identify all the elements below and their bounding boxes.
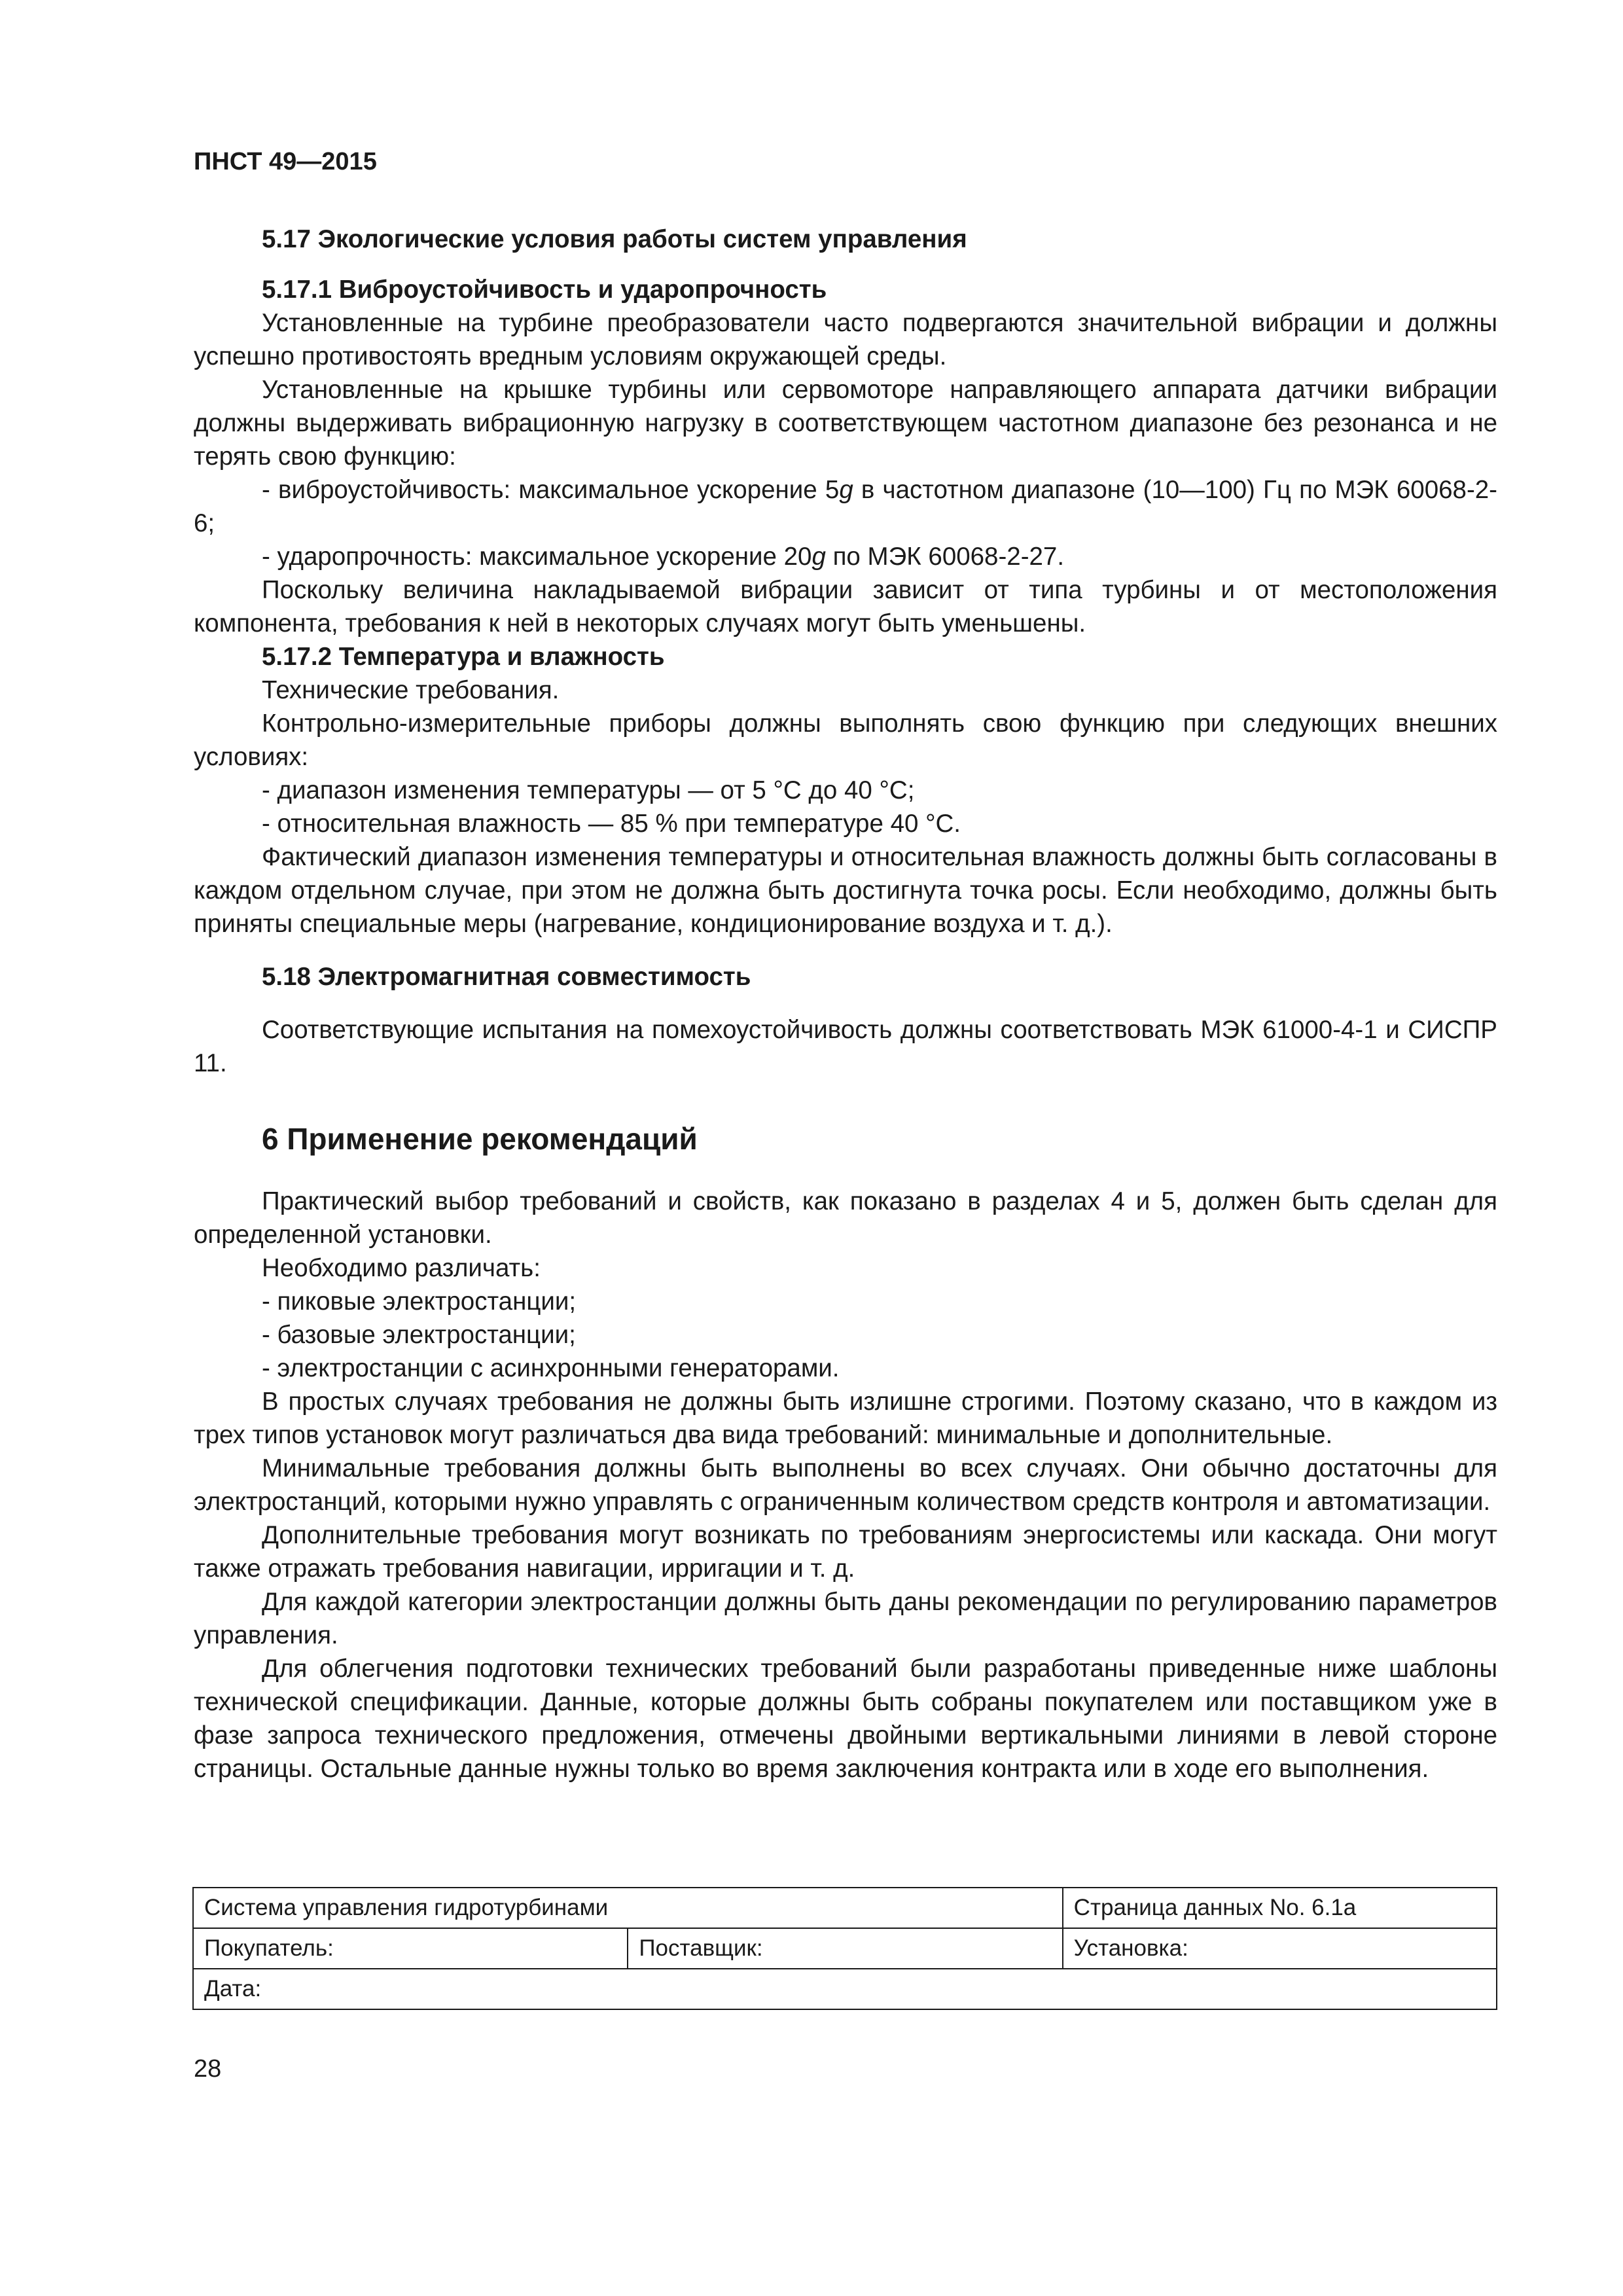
document-body	[194, 223, 1497, 1785]
list-item: - виброустойчивость: максимальное ускорение 5g в частотном диапазоне (10—100) Гц по МЭК 60068-2-6;	[194, 476, 1497, 537]
paragraph: Поскольку величина накладываемой вибрации зависит от типа турбины и от местоположения компонента, требования к ней в некоторых случаях могут быть уменьшены.	[194, 576, 1497, 637]
paragraph: Для каждой категории электростанции должны быть даны рекомендации по регулированию параметров управления.	[194, 1588, 1497, 1649]
table-cell-buyer: Покупатель:	[193, 1928, 628, 1969]
table-cell-system: Система управления гидротурбинами	[193, 1888, 1063, 1928]
data-sheet-table	[192, 1887, 1497, 2010]
section-6-title: 6 Применение рекомендаций	[262, 1122, 698, 1156]
paragraph: Для облегчения подготовки технических требований были разработаны приведенные ниже шаблоны технической спецификации. Данные, которые должны быть собраны покупателем или поставщиком уже в фазе запроса технического предложения, отмечены двойными вертикальными линиями в левой стороне страницы. Остальные данные нужны только во время заключения контракта или в ходе его выполнения.	[194, 1655, 1497, 1783]
table-row	[193, 1969, 1497, 2009]
section-5-17-1-title: 5.17.1 Виброустойчивость и ударопрочность	[262, 276, 827, 304]
list-item: - относительная влажность — 85 % при температуре 40 °C.	[262, 810, 961, 838]
list-item: - пиковые электростанции;	[262, 1287, 577, 1316]
paragraph: Контрольно-измерительные приборы должны выполнять свою функцию при следующих внешних условиях:	[194, 709, 1497, 771]
paragraph: Соответствующие испытания на помехоустойчивость должны соответствовать МЭК 61000-4-1 и СИСПР 11.	[194, 1016, 1497, 1077]
table-cell-date: Дата:	[193, 1969, 1497, 2009]
list-item: - базовые электростанции;	[262, 1321, 576, 1349]
table-cell-page: Страница данных No. 6.1a	[1063, 1888, 1497, 1928]
paragraph: Технические требования.	[262, 676, 560, 704]
paragraph: Дополнительные требования могут возникать по требованиям энергосистемы или каскада. Они могут также отражать требования навигации, ирригации и т. д.	[194, 1521, 1497, 1583]
paragraph: Фактический диапазон изменения температуры и относительная влажность должны быть согласованы в каждом отдельном случае, при этом не должна быть достигнута точка росы. Если необходимо, должны быть приняты специальные меры (нагревание, кондиционирование воздуха и т. д.).	[194, 843, 1497, 938]
paragraph: Практический выбор требований и свойств, как показано в разделах 4 и 5, должен быть сделан для определенной установки.	[194, 1187, 1497, 1249]
document-header: ПНСТ 49—2015	[194, 148, 377, 175]
table-row	[193, 1888, 1497, 1928]
paragraph: Установленные на турбине преобразователи часто подвергаются значительной вибрации и должны успешно противостоять вредным условиям окружающей среды.	[194, 309, 1497, 370]
paragraph: В простых случаях требования не должны быть излишне строгими. Поэтому сказано, что в каждом из трех типов установок могут различаться два вида требований: минимальные и дополнительные.	[194, 1388, 1497, 1449]
list-item: - ударопрочность: максимальное ускорение 20g по МЭК 60068-2-27.	[262, 543, 1065, 571]
table-row	[193, 1928, 1497, 1969]
list-item: - электростанции с асинхронными генераторами.	[262, 1354, 840, 1382]
paragraph: Установленные на крышке турбины или сервомоторе направляющего аппарата датчики вибрации должны выдерживать вибрационную нагрузку в соответствующем частотном диапазоне без резонанса и не терять свою функцию:	[194, 376, 1497, 471]
paragraph: Минимальные требования должны быть выполнены во всех случаях. Они обычно достаточны для электростанций, которыми нужно управлять с ограниченным количеством средств контроля и автоматизации.	[194, 1454, 1497, 1516]
table-cell-installation: Установка:	[1063, 1928, 1497, 1969]
table-cell-supplier: Поставщик:	[628, 1928, 1062, 1969]
section-5-17-title: 5.17 Экологические условия работы систем управления	[262, 225, 967, 253]
paragraph: Необходимо различать:	[262, 1254, 541, 1282]
section-5-18-title: 5.18 Электромагнитная совместимость	[262, 963, 751, 991]
section-5-17-2-title: 5.17.2 Температура и влажность	[262, 643, 665, 671]
page-number: 28	[194, 2055, 222, 2083]
list-item: - диапазон изменения температуры — от 5 °C до 40 °C;	[262, 776, 915, 804]
